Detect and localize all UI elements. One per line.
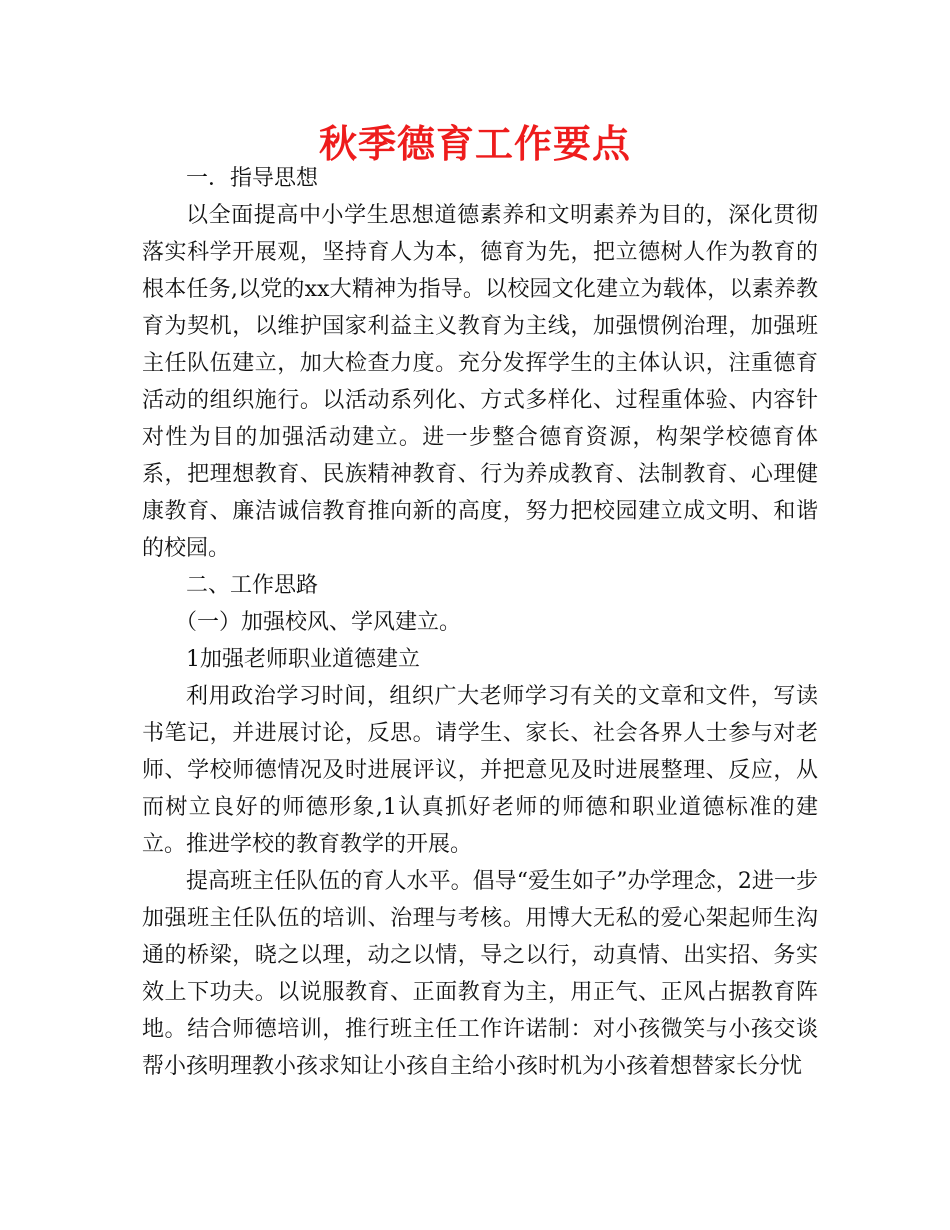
document-body <box>142 160 818 1085</box>
paragraph-teacher-ethics: 利用政治学习时间，组织广大老师学习有关的文章和文件，写读书笔记，并进展讨论，反思。请学生、家长、社会各界人士参与对老师、学校师德情况及时进展评议，并把意见及时进展整理、反应，从而树立良好的师德形象,1认真抓好老师的师德和职业道德标准的建立。推进学校的教育教学的开展。 <box>142 684 818 857</box>
paragraph-head-teacher-team: 提高班主任队伍的育人水平。倡导“爱生如子”办学理念，2进一步加强班主任队伍的培训、治理与考核。用博大无私的爱心架起师生沟通的桥梁，晓之以理，动之以情，导之以行，动真情、出实招、务实效上下功夫。以说服教育、正面教育为主，用正气、正风占据教育阵地。结合师德培训，推行班主任工作许诺制：对小孩微笑与小孩交谈帮小孩明理教小孩求知让小孩自主给小孩时机为小孩着想替家长分忧 <box>142 869 818 1079</box>
item-heading-teacher-ethics: 1加强老师职业道德建立 <box>186 647 420 672</box>
section-heading-guiding-thought: 一．指导思想 <box>186 166 319 191</box>
document-title: 秋季德育工作要点 <box>318 122 631 166</box>
paragraph-guiding-thought: 以全面提高中小学生思想道德素养和文明素养为目的，深化贯彻落实科学开展观，坚持育人为本，德育为先，把立德树人作为教育的根本任务,以党的xx大精神为指导。以校园文化建立为载体，以素养教育为契机，以维护国家利益主义教育为主线，加强惯例治理，加强班主任队伍建立，加大检查力度。充分发挥学生的主体认识，注重德育活动的组织施行。以活动系列化、方式多样化、过程重体验、内容针对性为目的加强活动建立。进一步整合德育资源，构架学校德育体系，把理想教育、民族精神教育、行为养成教育、法制教育、心理健康教育、廉洁诚信教育推向新的高度，努力把校园建立成文明、和谐的校园。 <box>142 203 818 561</box>
section-heading-work-approach: 二、工作思路 <box>186 573 319 598</box>
subsection-heading-school-spirit: （一）加强校风、学风建立。 <box>175 610 462 635</box>
